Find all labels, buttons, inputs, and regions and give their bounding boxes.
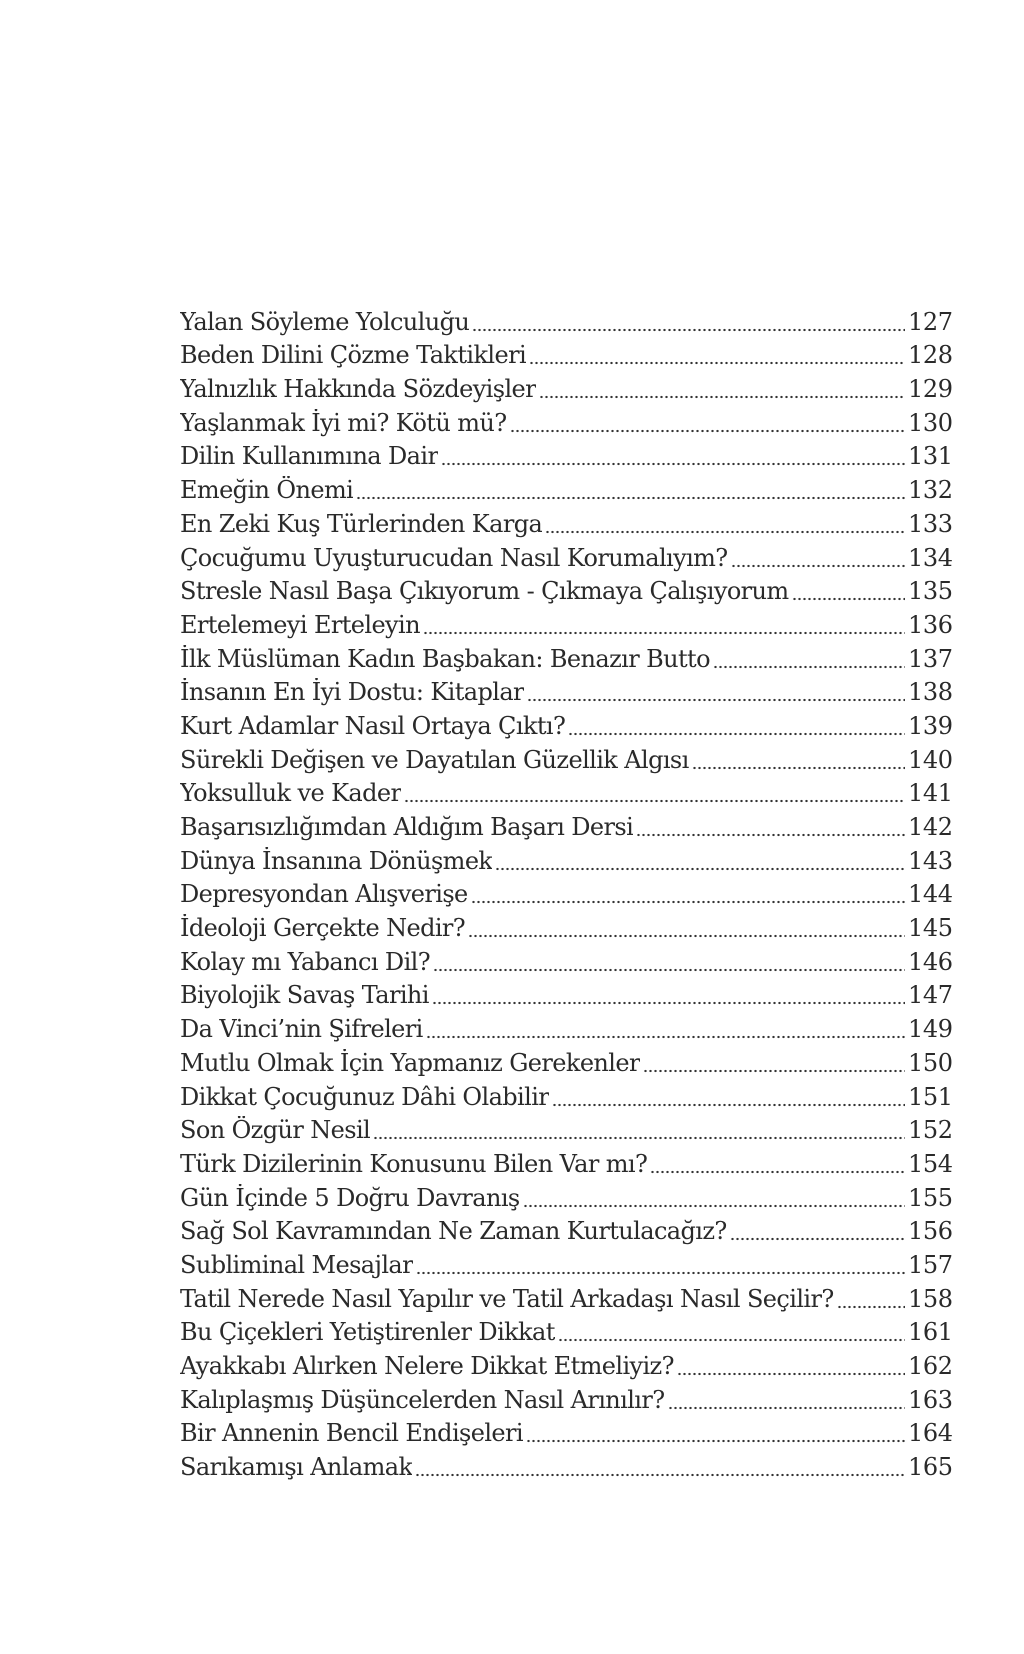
toc-dot-leader xyxy=(837,1304,905,1310)
toc-entry-page-number: 147 xyxy=(908,981,953,1010)
toc-dot-leader xyxy=(433,967,905,973)
toc-entry-page-number: 143 xyxy=(908,846,953,875)
toc-dot-leader xyxy=(472,327,905,333)
toc-entry-page-number: 149 xyxy=(908,1015,953,1044)
toc-entry xyxy=(180,1447,953,1482)
toc-entry-page-number: 129 xyxy=(908,375,953,404)
toc-entry xyxy=(180,908,953,943)
toc-dot-leader xyxy=(527,697,905,703)
toc-dot-leader xyxy=(529,360,905,366)
toc-entry-title: Depresyondan Alışverişe xyxy=(180,880,468,909)
toc-entry-page-number: 150 xyxy=(908,1048,953,1077)
toc-entry-title: Kolay mı Yabancı Dil? xyxy=(180,947,430,976)
toc-dot-leader xyxy=(426,1034,905,1040)
toc-entry xyxy=(180,572,953,606)
toc-entry-page-number: 146 xyxy=(908,947,953,976)
toc-entry-title: Yalnızlık Hakkında Sözdeyişler xyxy=(180,375,537,404)
toc-entry xyxy=(180,841,953,875)
toc-entry xyxy=(180,1346,953,1380)
toc-entry-title: Yalan Söyleme Yolculuğu xyxy=(180,307,470,336)
toc-entry-page-number: 144 xyxy=(908,880,953,909)
toc-entry-page-number: 152 xyxy=(908,1116,953,1145)
toc-entry-title: İnsanın En İyi Dostu: Kitaplar xyxy=(180,678,524,707)
toc-dot-leader xyxy=(692,765,905,771)
toc-entry xyxy=(180,1313,953,1347)
toc-entry-title: Bir Annenin Bencil Endişeleri xyxy=(180,1419,523,1448)
toc-entry xyxy=(180,504,953,538)
toc-entry xyxy=(180,740,953,774)
toc-entry-page-number: 156 xyxy=(908,1217,953,1246)
toc-dot-leader xyxy=(539,394,905,400)
toc-entry-title: Ertelemeyi Erteleyin xyxy=(180,610,420,639)
toc-entry-title: Çocuğumu Uyuşturucudan Nasıl Korumalıyım? xyxy=(180,543,728,572)
toc-entry-title: İlk Müslüman Kadın Başbakan: Benazır Butto xyxy=(180,644,710,673)
toc-entry-title: Son Özgür Nesil xyxy=(180,1116,371,1145)
toc-entry-page-number: 131 xyxy=(908,442,953,471)
toc-dot-leader xyxy=(636,832,905,838)
toc-entry xyxy=(180,1245,953,1279)
toc-entry xyxy=(180,369,953,404)
toc-entry xyxy=(180,1009,953,1044)
toc-entry xyxy=(180,1111,953,1145)
toc-entry-title: Dikkat Çocuğunuz Dâhi Olabilir xyxy=(180,1082,550,1111)
toc-entry-title: Sürekli Değişen ve Dayatılan Güzellik Algısı xyxy=(180,745,689,774)
toc-dot-leader xyxy=(415,1472,905,1478)
toc-entry-title: Dilin Kullanımına Dair xyxy=(180,442,439,471)
toc-dot-leader xyxy=(558,1337,905,1343)
toc-entry-title: Kurt Adamlar Nasıl Ortaya Çıktı? xyxy=(180,711,566,740)
toc-entry xyxy=(180,1380,953,1414)
toc-entry-title: Subliminal Mesajlar xyxy=(180,1250,414,1279)
toc-dot-leader xyxy=(552,1102,905,1108)
toc-entry-page-number: 141 xyxy=(908,779,953,808)
toc-entry-page-number: 158 xyxy=(908,1284,953,1313)
toc-entry xyxy=(180,639,953,673)
toc-entry-page-number: 157 xyxy=(908,1250,953,1279)
toc-entry-title: Gün İçinde 5 Doğru Davranış xyxy=(180,1183,520,1212)
toc-entry-page-number: 161 xyxy=(908,1318,953,1347)
toc-entry-title: Bu Çiçekleri Yetiştirenler Dikkat xyxy=(180,1318,555,1347)
toc-dot-leader xyxy=(523,1203,905,1209)
toc-dot-leader xyxy=(643,1068,905,1074)
toc-entry xyxy=(180,1043,953,1077)
toc-dot-leader xyxy=(471,899,905,905)
toc-dot-leader xyxy=(468,933,905,939)
toc-entry-page-number: 134 xyxy=(908,543,953,572)
toc-entry-page-number: 138 xyxy=(908,678,953,707)
toc-entry-page-number: 145 xyxy=(908,914,953,943)
toc-entry-page-number: 128 xyxy=(908,341,953,370)
toc-dot-leader xyxy=(668,1405,905,1411)
toc-entry-title: Da Vinci’nin Şifreleri xyxy=(180,1015,423,1044)
toc-entry-title: Yaşlanmak İyi mi? Kötü mü? xyxy=(180,408,507,437)
toc-entry xyxy=(180,302,953,336)
toc-entry-title: En Zeki Kuş Türlerinden Karga xyxy=(180,509,543,538)
toc-entry xyxy=(180,1414,953,1448)
toc-entry xyxy=(180,1279,953,1313)
toc-entry-page-number: 142 xyxy=(908,813,953,841)
toc-dot-leader xyxy=(713,664,905,670)
toc-entry xyxy=(180,706,953,740)
toc-entry-title: Stresle Nasıl Başa Çıkıyorum - Çıkmaya Çalışıyorum xyxy=(180,577,789,606)
toc-entry xyxy=(180,942,953,976)
toc-entry xyxy=(180,673,953,707)
toc-entry-title: İdeoloji Gerçekte Nedir? xyxy=(180,914,466,943)
toc-dot-leader xyxy=(568,731,905,737)
toc-entry-page-number: 154 xyxy=(908,1149,953,1178)
toc-entry-title: Türk Dizilerinin Konusunu Bilen Var mı? xyxy=(180,1149,648,1178)
toc-entry-title: Sarıkamışı Anlamak xyxy=(180,1453,413,1482)
toc-dot-leader xyxy=(416,1270,905,1276)
toc-entry-page-number: 130 xyxy=(908,408,953,437)
toc-entry-title: Mutlu Olmak İçin Yapmanız Gerekenler xyxy=(180,1048,640,1077)
toc-entry xyxy=(180,875,953,909)
toc-entry xyxy=(180,774,953,808)
toc-entry xyxy=(180,1144,953,1178)
toc-entry-page-number: 127 xyxy=(908,307,953,336)
toc-entry xyxy=(180,437,953,471)
toc-dot-leader xyxy=(730,1236,905,1242)
toc-dot-leader xyxy=(441,461,905,467)
toc-entry-page-number: 136 xyxy=(908,610,953,639)
toc-entry-title: Kalıplaşmış Düşüncelerden Nasıl Arınılır? xyxy=(180,1385,665,1414)
toc-entry-page-number: 133 xyxy=(908,509,953,538)
toc-entry-title: Dünya İnsanına Dönüşmek xyxy=(180,846,493,875)
toc-entry xyxy=(180,976,953,1010)
toc-dot-leader xyxy=(495,866,905,872)
toc-entry xyxy=(180,1212,953,1246)
toc-entry xyxy=(180,538,953,572)
toc-entry-page-number: 165 xyxy=(908,1453,953,1482)
toc-entry-title: Emeğin Önemi xyxy=(180,476,354,505)
toc-dot-leader xyxy=(432,1000,905,1006)
toc-entry-page-number: 140 xyxy=(908,745,953,774)
toc-dot-leader xyxy=(650,1169,905,1175)
toc-entry-title: Tatil Nerede Nasıl Yapılır ve Tatil Arkadaşı Nasıl Seçilir? xyxy=(180,1284,834,1313)
toc-entry xyxy=(180,1178,953,1212)
table-of-contents xyxy=(180,302,953,1482)
toc-entry-page-number: 137 xyxy=(908,644,953,673)
toc-dot-leader xyxy=(404,798,905,804)
toc-entry-title: Biyolojik Savaş Tarihi xyxy=(180,981,429,1010)
toc-dot-leader xyxy=(356,495,905,501)
toc-entry-page-number: 135 xyxy=(908,577,953,606)
toc-entry-page-number: 164 xyxy=(908,1419,953,1448)
toc-entry xyxy=(180,807,953,841)
toc-entry-page-number: 139 xyxy=(908,711,953,740)
toc-dot-leader xyxy=(545,529,905,535)
toc-dot-leader xyxy=(510,428,905,434)
toc-entry-title: Sağ Sol Kavramından Ne Zaman Kurtulacağız? xyxy=(180,1217,727,1246)
toc-entry xyxy=(180,470,953,505)
toc-dot-leader xyxy=(423,630,905,636)
toc-entry xyxy=(180,336,953,370)
toc-entry-page-number: 155 xyxy=(908,1183,953,1212)
toc-entry-title: Yoksulluk ve Kader xyxy=(180,779,402,808)
toc-entry-title: Başarısızlığımdan Aldığım Başarı Dersi xyxy=(180,813,634,841)
toc-entry-page-number: 132 xyxy=(908,476,953,505)
toc-dot-leader xyxy=(373,1135,905,1141)
toc-entry xyxy=(180,1077,953,1111)
toc-dot-leader xyxy=(792,596,905,602)
toc-entry-title: Beden Dilini Çözme Taktikleri xyxy=(180,341,527,370)
toc-dot-leader xyxy=(526,1438,905,1444)
toc-entry-page-number: 151 xyxy=(908,1082,953,1111)
toc-entry-page-number: 162 xyxy=(908,1352,953,1380)
toc-entry-page-number: 163 xyxy=(908,1385,953,1414)
toc-entry xyxy=(180,605,953,639)
toc-dot-leader xyxy=(731,563,905,569)
toc-dot-leader xyxy=(677,1371,905,1377)
toc-entry xyxy=(180,403,953,437)
toc-entry-title: Ayakkabı Alırken Nelere Dikkat Etmeliyiz? xyxy=(180,1352,674,1380)
